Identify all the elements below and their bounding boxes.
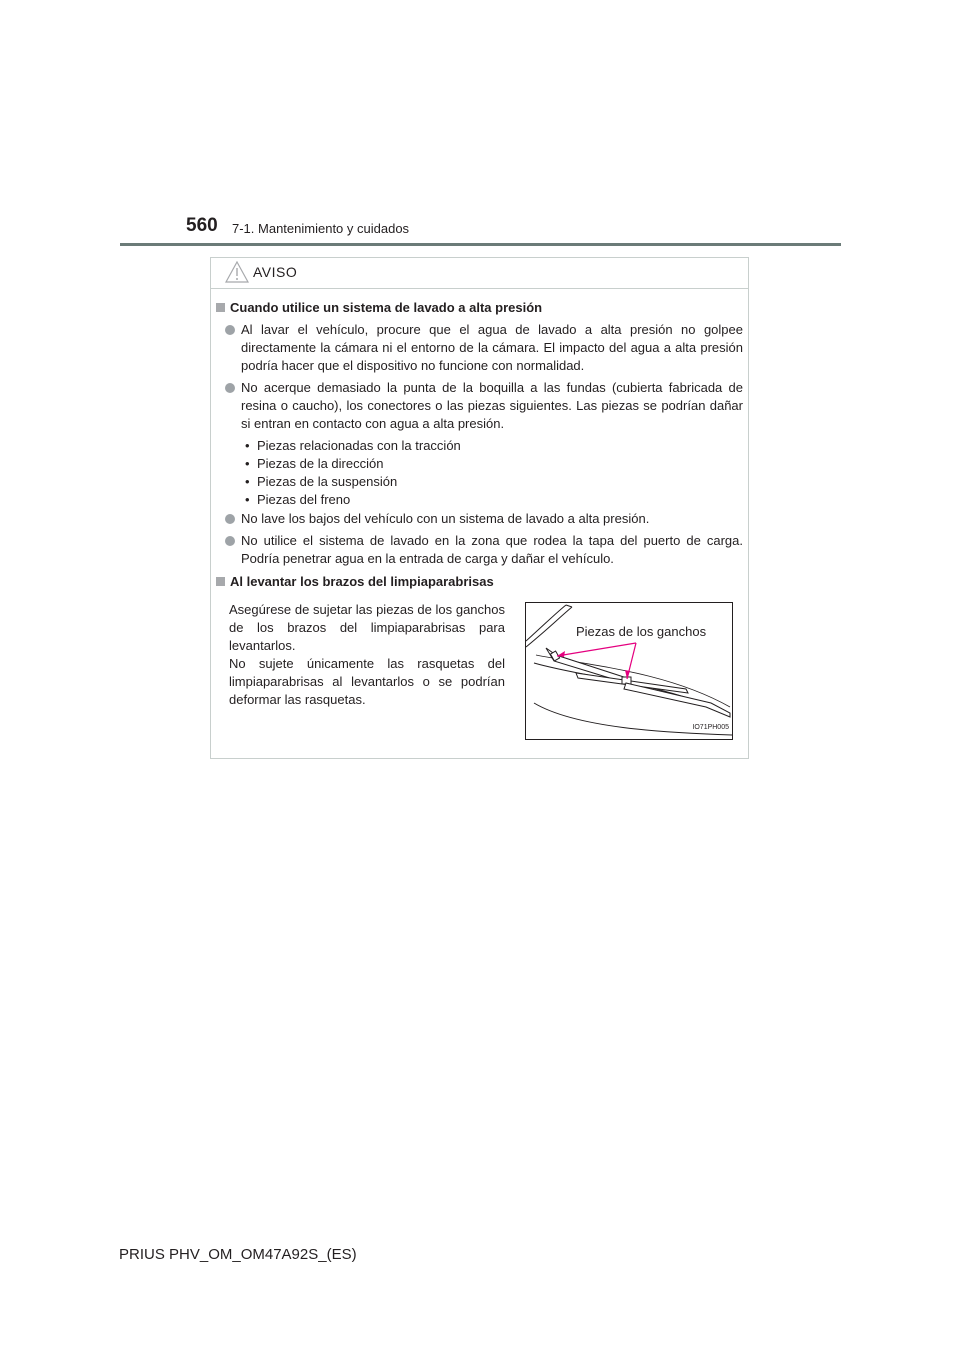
sub-list-item: • Piezas del freno <box>243 491 461 509</box>
warning-header <box>211 258 748 289</box>
warning-triangle-icon <box>225 261 249 283</box>
sub-list <box>243 437 461 509</box>
circle-bullet-icon <box>225 325 235 335</box>
list-item-text: No utilice el sistema de lavado en la zona que rodea la tapa del puerto de carga. Podría penetrar agua en la entrada de carga y dañar el vehículo. <box>241 533 743 566</box>
paragraph: Asegúrese de sujetar las piezas de los ganchos de los brazos del limpiaparabrisas para levantarlos. <box>229 602 505 653</box>
sub-list-item: • Piezas de la suspensión <box>243 473 461 491</box>
circle-bullet-icon <box>225 536 235 546</box>
list-item <box>225 532 743 568</box>
list-item-text: No lave los bajos del vehículo con un sistema de lavado a alta presión. <box>241 511 650 526</box>
warning-box <box>210 257 749 759</box>
section-heading-text: Al levantar los brazos del limpiaparabrisas <box>230 574 494 589</box>
list-item-text: Al lavar el vehículo, procure que el agua de lavado a alta presión no golpee directamente la cámara ni el entorno de la cámara. El impacto del agua a alta presión podría hacer que el dispositivo no funcione con normalidad. <box>241 322 743 373</box>
footer-doc-id: PRIUS PHV_OM_OM47A92S_(ES) <box>119 1246 357 1263</box>
section-heading-text: Cuando utilice un sistema de lavado a alta presión <box>230 300 543 315</box>
warning-title: AVISO <box>253 264 298 280</box>
figure-code: IO71PH005 <box>692 724 729 731</box>
section-title: 7-1. Mantenimiento y cuidados <box>232 221 410 236</box>
circle-bullet-icon <box>225 514 235 524</box>
list-item <box>225 379 743 433</box>
square-bullet-icon <box>216 303 225 312</box>
section-heading <box>216 299 542 317</box>
square-bullet-icon <box>216 577 225 586</box>
wiper-figure <box>525 602 733 740</box>
page-number: 560 <box>186 215 218 236</box>
section-heading <box>216 573 494 591</box>
list-item-text: No acerque demasiado la punta de la boquilla a las fundas (cubierta fabricada de resina o caucho), los conectores o las piezas siguientes. Las piezas se podrían dañar si entran en contacto con agua a alta presión. <box>241 380 743 431</box>
list-item <box>225 510 743 528</box>
sub-list-item: • Piezas de la dirección <box>243 455 461 473</box>
figure-label: Piezas de los ganchos <box>576 624 707 639</box>
paragraph: No sujete únicamente las rasquetas del limpiaparabrisas al levantarlos o se podrían deformar las rasquetas. <box>229 656 505 707</box>
circle-bullet-icon <box>225 383 235 393</box>
sub-list-item: • Piezas relacionadas con la tracción <box>243 437 461 455</box>
header-rule <box>120 243 841 246</box>
list-item <box>225 321 743 375</box>
